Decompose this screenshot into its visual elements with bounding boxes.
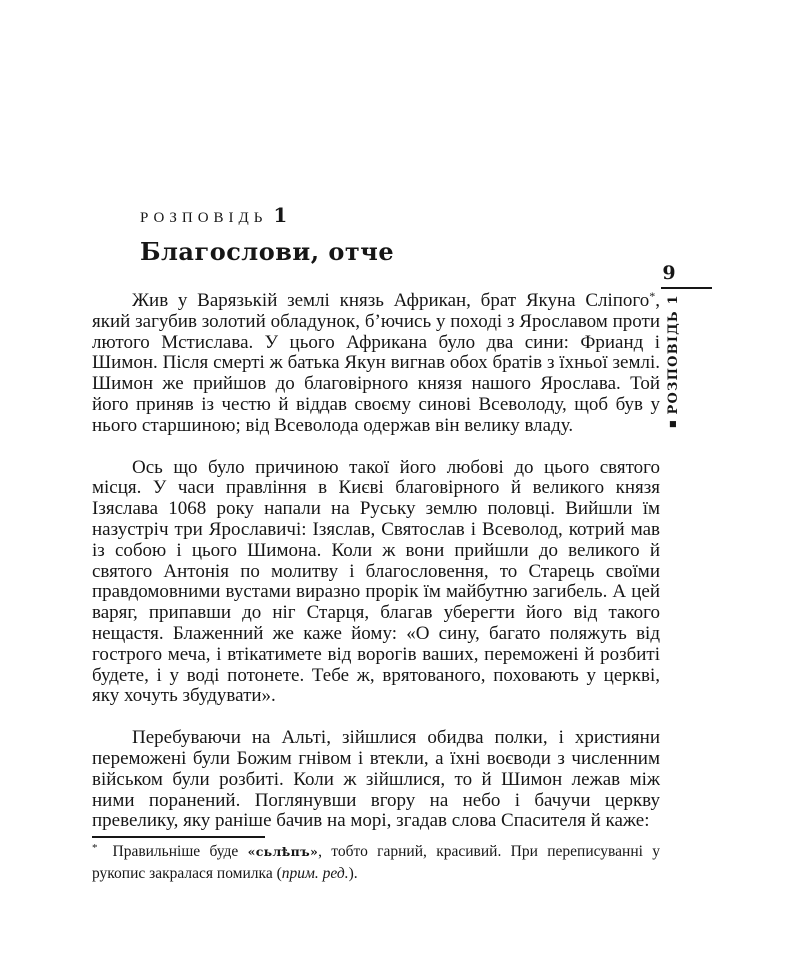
footnote-marker: * [92,842,98,854]
footnote-reference: * [649,289,656,303]
square-bullet-icon: ■ [667,420,677,428]
footnote-text [92,841,660,884]
paragraph-3: Перебуваючи на Альті, зійшлися обидва полки, і християни переможені були Божим гнівом і втекли, а їхні воєводи з численним військом були розбиті. Коли ж зійшлися, то й Шимон лежав між ними поранений. Поглянувши вгору на небо і бачучи церкву превелику, яку раніше бачив на морі, згадав слова Спасителя й каже: [92,727,660,832]
footnote-editor-note: прим. ред. [281,864,349,882]
footnote [92,836,660,884]
footnote-text-after: ). [348,864,358,882]
paragraph-1-text: Жив у Варязькій землі князь Африкан, брат Якуна Сліпого [132,290,650,311]
chapter-label: РОЗПОВІДЬ [140,210,268,226]
page-number-rule [661,287,712,289]
chapter-heading [140,205,660,228]
paragraph-2: Ось що було причиною такої його любові до цього святого місця. У часи правління в Києві благовірного й великого князя Ізяслава 1068 року напали на Руську землю половці. Вийшли їм назустріч три Ярославичі: Ізяслав, Святослав і Всеволод, котрий мав із собою і цього Шимона. Коли ж вони прийшли до великого й святого Антонія по молитву і благословення, то Старець своїми правдомовними вустами виразно прорік їм майбутню загибель. А цей варяг, припавши до ніг Старця, благав уберегти його від такого нещастя. Блаженний же каже йому: «О сину, багато поляжуть від гострого меча, і втікатимете від ворогів ваших, переможені й розбиті будете, і у воді потонете. Тебе ж, врятованого, поховають у церкві, яку хочуть збудувати». [92,456,660,707]
paragraph-1-text-cont: , який загубив золотий обладунок, б’ючись у поході з Ярославом проти лютого Мстислава. У цього Африкана було два сини: Фрианд і Шимон. Після смерті ж батька Якун вигнав обох братів з їхньої землі. Шимон же прийшов до благовірного князя нашого Ярослава. Той його приняв із честю й віддав своєму синові Всеволоду, щоб був у нього старшиною; від Всеволода одержав він велику владу. [92,290,660,436]
chapter-number: 1 [273,203,288,227]
running-title-vertical [664,296,680,428]
footnote-text-before: Правильніше буде [112,843,248,860]
chapter-title: Благослови, отче [140,237,395,266]
footnote-old-slavonic-term: «сьлѣпъ» [247,844,319,859]
body-text [92,291,660,832]
paragraph-1 [92,291,660,437]
text-column [92,205,660,853]
running-title-label: РОЗПОВІДЬ 1 [666,294,681,415]
footnote-text-middle: , тобто гарний, красивий. При переписуванні у рукопис закралася помилка ( [92,843,660,882]
page-number: 9 [662,262,676,284]
footnote-separator [92,836,265,838]
